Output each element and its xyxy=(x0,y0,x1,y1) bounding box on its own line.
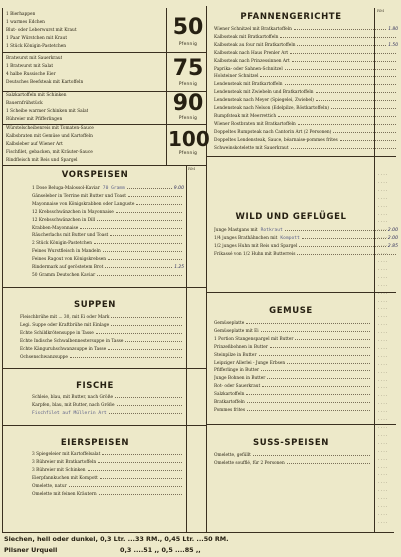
list-item: 1 Paar Würstchen mit Kraut xyxy=(6,36,68,41)
price-unit: Pfennig xyxy=(178,42,198,47)
handwritten-note: Rotkraut xyxy=(260,228,283,233)
list-item xyxy=(214,121,398,129)
price-box-divider xyxy=(166,125,167,165)
list-item: Fischfilet, gebacken, mit Kräuter-Sauce xyxy=(6,150,93,155)
item-label: 1 Portion Stangenspargel mit Butter xyxy=(214,336,294,342)
item-label: Mayonnaise von Königskrabben oder Languste xyxy=(32,201,135,207)
item-label: Rindermark auf geröstetem Brot xyxy=(32,265,104,271)
list-item xyxy=(214,344,372,352)
written-price: 1.80 xyxy=(388,27,398,32)
list-item xyxy=(214,375,372,383)
list-item xyxy=(32,201,184,209)
list-item: Würstelscheibenreis mit Tomaten-Sauce xyxy=(6,126,94,131)
list-item xyxy=(32,217,184,225)
list-item: 1 warmes Edchen xyxy=(6,20,45,25)
item-label: 3 Spiegeleier mit Kartoffelsalat xyxy=(32,452,101,457)
list-item xyxy=(20,314,184,322)
item-label: Schweinskotelette mit Sauerkraut xyxy=(214,145,289,151)
list-item xyxy=(214,89,398,97)
list-item xyxy=(32,240,184,248)
list-item xyxy=(214,320,372,328)
list-item xyxy=(214,129,398,137)
column-marker-left: RM xyxy=(188,166,196,171)
item-label: Doppeltes Rumpsteak nach Cantorin Art (2 Personen) xyxy=(214,129,332,135)
list-item xyxy=(214,336,372,344)
item-label: Paprika- oder Sahnen-Schnitzel xyxy=(214,66,283,72)
item-label: Lendensteak mit Bratkartoffeln xyxy=(214,82,283,88)
list-item xyxy=(214,97,398,105)
list-item xyxy=(32,483,184,491)
price-label: 90 xyxy=(172,91,204,116)
divider xyxy=(2,287,206,288)
section-title-eierspeisen: EIERSPEISEN xyxy=(60,438,130,448)
list-item: 1 Bratwurst mit Salat xyxy=(6,64,54,69)
item-label: 1/2 junges Huhn mit Reis und Spargel xyxy=(214,243,298,249)
list-item: Bratwurst mit Sauerkraut xyxy=(6,56,63,61)
item-label: 1/4 junges Brathähnchen mit xyxy=(214,235,278,241)
item-label: Eierpfannkuchen mit Kompott xyxy=(32,475,98,481)
list-item: Deutsches Beefsteak mit Kartoffeln xyxy=(6,80,84,85)
list-item xyxy=(214,145,398,153)
list-item xyxy=(214,42,398,50)
list-item xyxy=(20,322,184,330)
item-label: Rumpfsteak mit Meerrettich xyxy=(214,113,277,119)
list-item: Kalbsleber auf Wiener Art xyxy=(6,142,63,147)
list-item xyxy=(214,26,398,34)
list-item xyxy=(20,338,184,346)
item-label: Lendensteak nach Meyer (Spiegelei, Zwiebel) xyxy=(214,98,314,104)
item-label: Fleischbrühe mit ... 30, mit Ei oder Mark xyxy=(20,315,110,320)
list-item xyxy=(32,272,184,280)
item-label: Holsteiner Schnitzel xyxy=(214,74,259,80)
divider xyxy=(2,165,206,166)
price-unit: Pfennig xyxy=(178,116,198,121)
list-item xyxy=(20,354,184,362)
footer-pilsner-prices: 0,3 ....51 ,, 0,5 ....85 ,, xyxy=(120,546,201,554)
list-item xyxy=(32,248,184,256)
list-item xyxy=(32,410,184,418)
handwritten-price: 9.00 xyxy=(173,186,184,191)
list-item xyxy=(32,232,184,240)
item-label: 12 Krebsschwänzchen in Mayonnaise xyxy=(32,209,114,215)
price-box-divider xyxy=(166,53,167,91)
item-label: Gemüseplatte mit Ei xyxy=(214,328,259,334)
item-label: Krabben-Mayonnaise xyxy=(32,225,79,231)
list-item: Bauernfrühstück xyxy=(6,101,43,106)
section-title-vorspeisen: VORSPEISEN xyxy=(61,170,129,180)
list-item xyxy=(214,81,398,89)
list-item xyxy=(32,459,184,467)
item-label: Omelette, natur xyxy=(32,483,67,489)
list-item: Rindfleisch mit Reis und Spargel xyxy=(6,158,78,163)
handwritten-note: 70 Gramm xyxy=(102,186,125,191)
list-item xyxy=(214,328,372,336)
price-box-divider xyxy=(166,92,167,124)
item-label: Omelette mit feinen Kräutern xyxy=(32,491,97,497)
list-item xyxy=(214,452,372,460)
list-item xyxy=(214,66,398,74)
fixed-price-block-3 xyxy=(4,92,204,124)
list-item xyxy=(214,367,372,375)
list-item: 1 Bierhappen xyxy=(6,12,36,17)
written-price: 2.00 xyxy=(387,235,398,241)
item-label: 2 Stück Königin-Pastetchen xyxy=(32,241,93,247)
vorspeisen-list xyxy=(32,185,184,280)
list-item xyxy=(214,360,372,368)
eierspeisen-list xyxy=(32,451,184,498)
list-item xyxy=(214,227,398,235)
item-label: Feines Wurstfleisch in Mandeln xyxy=(32,249,101,255)
fixed-price-block-4 xyxy=(4,125,210,165)
list-item xyxy=(214,34,398,42)
list-item xyxy=(214,58,398,66)
item-label: Echte Schildkrötensuppe in Tasse xyxy=(20,330,94,336)
list-item xyxy=(32,193,184,201)
item-label: Steinpilze in Butter xyxy=(214,352,257,358)
written-price: 2.00 xyxy=(387,228,398,233)
list-item: 1 Stück Königin-Pastetchen xyxy=(6,44,67,49)
list-item xyxy=(32,491,184,499)
section-title-gemuese: GEMUSE xyxy=(269,306,313,316)
list-item xyxy=(20,330,184,338)
divider xyxy=(2,368,206,369)
list-item xyxy=(214,383,372,391)
item-label: 1 Dose Beluga-Malossol-Kaviar xyxy=(32,186,100,191)
item-label: Lendensteak nach Nelson (Edelpilze, Röstkartoffeln) xyxy=(214,106,329,112)
fixed-price-block-2 xyxy=(4,53,204,91)
suess-list xyxy=(214,452,372,468)
item-label: 3 Rühreier mit Bratkartoffeln xyxy=(32,459,97,465)
list-item xyxy=(214,235,398,243)
column-marker-right: RM xyxy=(377,8,385,13)
bottom-border xyxy=(2,532,394,533)
list-item xyxy=(214,460,372,468)
item-label: Lendensteak mit Zwiebeln und Bratkartoffeln xyxy=(214,90,314,96)
item-label: Kalbssteak au four mit Bratkartoffeln xyxy=(214,42,296,48)
list-item xyxy=(32,475,184,483)
price-unit: Pfennig xyxy=(178,82,198,87)
item-label: Junge Mastgans mit xyxy=(214,228,258,233)
price-column-left xyxy=(186,166,187,532)
item-label: Frikassé von 1/2 Huhn mit Butterreis xyxy=(214,251,296,257)
suppen-list xyxy=(20,314,184,361)
item-label: Karpfen, blau, mit Butter, nach Größe xyxy=(32,402,115,408)
list-item xyxy=(32,467,184,475)
list-item xyxy=(32,185,184,193)
item-label: Legi. Suppe oder Kraftbrühe mit Einlage xyxy=(20,322,110,328)
item-label: Ochsenschwanzsuppe xyxy=(20,354,68,360)
list-item xyxy=(214,73,398,81)
divider xyxy=(2,425,206,426)
list-item: 4 halbe Russische Eier xyxy=(6,72,56,77)
item-label: Kalbssteak nach Prinzessinnen Art xyxy=(214,58,290,64)
item-label: Räucherlachs mit Butter und Toast xyxy=(32,233,109,239)
item-label: 12 Krebsschwänzchen in Dill xyxy=(32,217,96,223)
left-border xyxy=(2,8,3,533)
list-item: Salzkartoffeln mit Schinken xyxy=(6,93,67,98)
list-item xyxy=(32,225,184,233)
list-item xyxy=(214,352,372,360)
item-label: Echte Känguruhschwanzsuppe in Tasse xyxy=(20,346,107,352)
footer-beer-line: Siechen, hell oder dunkel, 0,3 Ltr. ...33 RM., 0,45 Ltr. ...50 RM. xyxy=(4,535,229,543)
divider xyxy=(206,292,396,293)
divider xyxy=(206,424,396,425)
item-label: Prinzeßbohnen in Butter xyxy=(214,344,268,350)
list-item xyxy=(32,256,184,264)
section-title-suess: SUSS-SPEISEN xyxy=(253,438,329,448)
item-label: Omelette soufflé, für 2 Personen xyxy=(214,460,285,466)
item-label: Gänseleber in Terrine mit Butter und Toast xyxy=(32,193,127,199)
item-label: Doppeltes Lendensteak, Sauce, béarnaise-pommes frites xyxy=(214,137,338,143)
list-item xyxy=(214,407,372,415)
price-dots: . . . . . . . . . . . . . . . . . . . . . . . . . . . . . . . . . . . . . . . . . . . . . . . . . . . . . . . . . . . . . . . . . . . . . . . . . . . . . . . . . . . . . . . . . . . . . . . . . . . . . . . . . . . . . . . . . . . . . . . . . . . . . . . . . . . . . . . . . . . . . . . . . . . . . . . . . . . . . . . . . . . . . . . . . . . . . . . . . . . . xyxy=(378,171,388,524)
list-item xyxy=(32,451,184,459)
list-item xyxy=(214,243,398,251)
section-title-fische: FISCHE xyxy=(76,381,114,391)
item-label: Bratkartoffeln xyxy=(214,400,245,406)
item-label: Pfifferlinge in Butter xyxy=(214,368,260,374)
gemuese-list xyxy=(214,320,372,415)
item-label: Omelette, gefüllt xyxy=(214,453,251,458)
list-item xyxy=(214,50,398,58)
section-title-wild: WILD UND GEFLÜGEL xyxy=(235,212,347,222)
pfannengerichte-list xyxy=(214,26,398,153)
list-item xyxy=(32,209,184,217)
list-item: 1 Scheibe warmer Schinken mit Salat xyxy=(6,109,89,114)
list-item xyxy=(32,394,184,402)
section-title-suppen: SUPPEN xyxy=(73,300,116,310)
list-item xyxy=(214,113,398,121)
fische-list xyxy=(32,394,184,418)
wild-list xyxy=(214,227,398,259)
written-price: 1.25 xyxy=(174,265,184,271)
section-title-pfannengerichte: PFANNENGERICHTE xyxy=(240,12,342,22)
list-item xyxy=(214,137,398,145)
item-label: Junge Bohnen in Butter xyxy=(214,376,266,382)
item-label: Leipziger Allerlei - Junge Erbsen xyxy=(214,360,286,366)
list-item xyxy=(214,399,372,407)
list-item xyxy=(32,402,184,410)
item-label: Rot- oder Sauerkraut xyxy=(214,384,261,390)
price-label: 100 xyxy=(168,127,210,151)
item-label: Wiener Rostbraten mit Bratkartoffeln xyxy=(214,121,296,127)
handwritten-note: Kompott xyxy=(280,235,300,241)
item-label: Echte Indische Schwalbennestersuppe in Tasse xyxy=(20,338,124,344)
list-item: Blut- oder Leberwurst mit Kraut xyxy=(6,28,77,33)
list-item: Kalbsbraten mit Gemüse und Kartoffeln xyxy=(6,134,93,139)
item-label: Pommes frites xyxy=(214,407,246,413)
list-item: Rühreier mit Pfifferlingen xyxy=(6,117,63,122)
price-label: 75 xyxy=(172,56,204,81)
item-label: Gemüseplatte xyxy=(214,321,245,326)
list-item xyxy=(214,391,372,399)
list-item xyxy=(32,264,184,272)
list-item xyxy=(214,251,398,259)
list-item xyxy=(20,346,184,354)
handwritten-note: Fischfilet auf Müllerin Art xyxy=(32,410,107,416)
item-label: 3 Rühreier mit Schinken xyxy=(32,467,86,473)
divider xyxy=(206,156,396,157)
written-price: 1.50 xyxy=(388,42,398,48)
footer-pilsner-label: Pilsner Urquell xyxy=(4,546,58,554)
item-label: Schleie, blau, mit Butter, nach Größe xyxy=(32,395,114,400)
item-label: 50 Gramm Deutschen Kaviar xyxy=(32,272,96,278)
item-label: Salzkartoffeln xyxy=(214,392,245,398)
item-label: Kalbssteak nach Haus Prenler Art xyxy=(214,50,289,56)
item-label: Wiener Schnitzel mit Bratkartoffeln xyxy=(214,27,292,32)
price-unit: Pfennig xyxy=(178,151,198,156)
written-price: 2.85 xyxy=(387,243,398,249)
price-label: 50 xyxy=(172,15,204,40)
item-label: Feines Ragout von Königskrebsen xyxy=(32,257,107,263)
list-item xyxy=(214,105,398,113)
item-label: Kalbssteak mit Bratkartoffeln xyxy=(214,34,279,40)
